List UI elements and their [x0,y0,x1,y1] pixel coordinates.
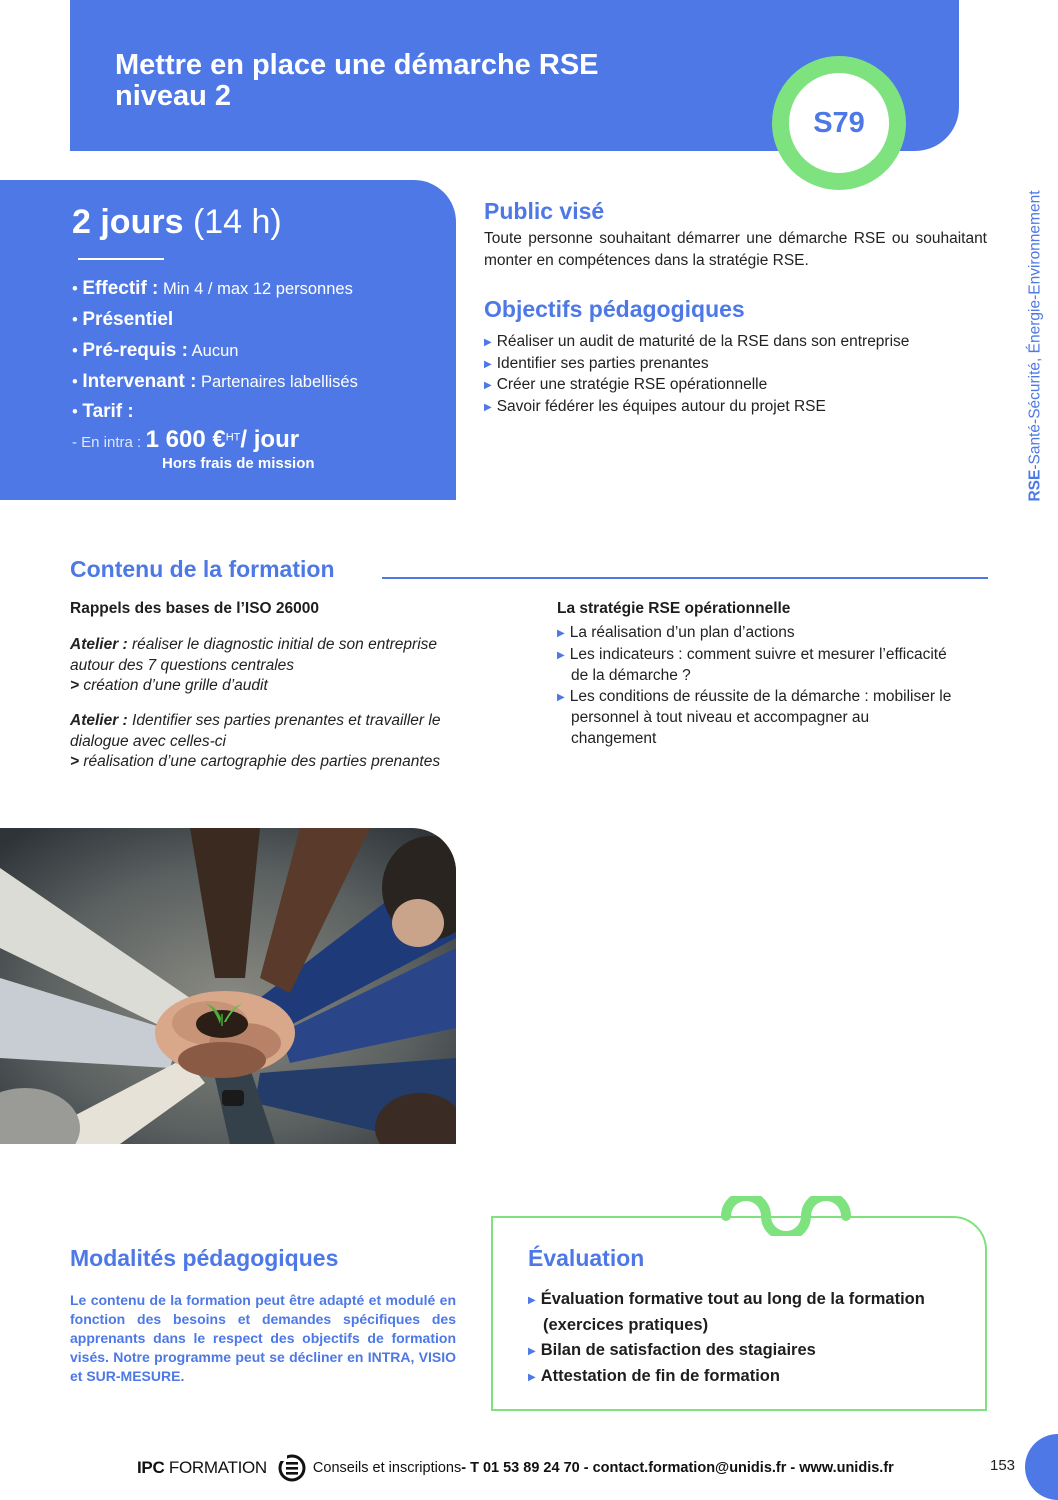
footer [137,1453,894,1483]
duration [72,203,282,242]
list-item: ▶ Les indicateurs : comment suivre et mesurer l’efficacité de la démarche ? [557,645,947,684]
side-label-rest: -Santé-Sécurité, Énergie-Environnement [1027,190,1044,470]
triangle-bullet-icon: ▶ [557,649,565,661]
course-code-badge [772,56,906,190]
info-item-effectif: • Effectif : Min 4 / max 12 personnes [72,278,353,299]
info-item-prerequis: • Pré-requis : Aucun [72,340,239,361]
duration-hours: (14 h) [192,203,282,241]
list-item: ▶ Bilan de satisfaction des stagiaires [528,1341,816,1359]
list-item: ▶ Créer une stratégie RSE opérationnelle [484,376,768,393]
public-body: Toute personne souhaitant démarrer une démarche RSE ou souhaitant monter en compétences dans la stratégie RSE. [484,230,987,269]
list-item: ▶ Savoir fédérer les équipes autour du projet RSE [484,397,826,415]
brand-name: IPC FORMATION [137,1458,267,1477]
triangle-bullet-icon: ▶ [484,380,492,391]
objectifs-title: Objectifs pédagogiques [484,296,745,322]
title-line-2: niveau 2 [115,80,232,112]
corner-decoration [1025,1434,1058,1500]
list-item: ▶ Attestation de fin de formation [528,1367,780,1385]
atelier-2: Atelier : Identifier ses parties prenantes et travailler le dialogue avec celles-ci > réalisation d’une cartographie des parties prenantes [70,712,441,770]
footer-label: Conseils et inscriptions [312,1460,462,1476]
list-item: ▶ Identifier ses parties prenantes [484,354,709,372]
strategie-list [557,623,957,749]
triangle-bullet-icon: ▶ [484,401,492,413]
info-item-intervenant: • Intervenant : Partenaires labellisés [72,371,358,392]
modalites-title: Modalités pédagogiques [70,1245,339,1271]
contenu-left-title: Rappels des bases de l’ISO 26000 [70,600,319,617]
contenu-right-title: La stratégie RSE opérationnelle [557,600,791,617]
triangle-bullet-icon: ▶ [557,691,565,703]
triangle-bullet-icon: ▶ [528,1346,536,1357]
evaluation-list [528,1287,968,1390]
green-wave-decoration [718,1196,868,1236]
section-divider [382,577,988,579]
objectifs-list [484,332,1004,418]
title-line-1: Mettre en place une démarche RSE [115,49,599,81]
footer-contact: - T 01 53 89 24 70 - contact.formation@unidis.fr - www.unidis.fr [461,1460,894,1476]
triangle-bullet-icon: ▶ [484,358,492,370]
triangle-bullet-icon: ▶ [528,1372,536,1383]
atelier-1: Atelier : réaliser le diagnostic initial de son entreprise autour des 7 questions centrales > création d’une grille d’audit [70,636,438,694]
tarif-price: 1 600 € [145,426,226,453]
triangle-bullet-icon: ▶ [484,337,492,348]
tarif-label: - En intra : [72,434,142,451]
triangle-bullet-icon: ▶ [557,628,565,639]
list-item: ▶ La réalisation d’un plan d’actions [557,624,795,641]
contenu-title: Contenu de la formation [70,556,335,582]
triangle-bullet-icon: ▶ [528,1295,536,1306]
side-label-rse: RSE [1027,469,1044,502]
evaluation-title: Évaluation [528,1245,645,1271]
list-item: ▶ Réaliser un audit de maturité de la RSE dans son entreprise [484,333,910,350]
divider [78,258,164,260]
tarif-note: Hors frais de mission [162,455,315,472]
ipc-logo-icon [277,1453,307,1483]
duration-days: 2 jours [72,203,184,241]
list-item: ▶ Les conditions de réussite de la démarche : mobiliser le personnel à tout niveau et accompagner au changement [557,687,952,747]
hands-holding-seedling-photo [0,828,456,1144]
info-item-tarif: • Tarif : [72,401,134,422]
tarif-ht: HT [225,431,241,444]
vertical-section-label [1017,150,1055,542]
list-item: ▶ Évaluation formative tout au long de la formation (exercices pratiques) [528,1290,925,1334]
tarif-unit: / jour [240,426,300,453]
page-number: 153 [990,1457,1016,1474]
public-title: Public visé [484,198,605,224]
tarif-intra [72,426,299,454]
page-title [115,50,715,112]
course-code: S79 [813,106,865,139]
modalites-body: Le contenu de la formation peut être adapté et modulé en fonction des besoins et demandes spécifiques des apprenants dans le respect des objectifs de formation visés. Notre programme peut se décliner en INTRA, VISIO et SUR-MESURE. [70,1292,456,1384]
info-item-presentiel: • Présentiel [72,309,174,330]
